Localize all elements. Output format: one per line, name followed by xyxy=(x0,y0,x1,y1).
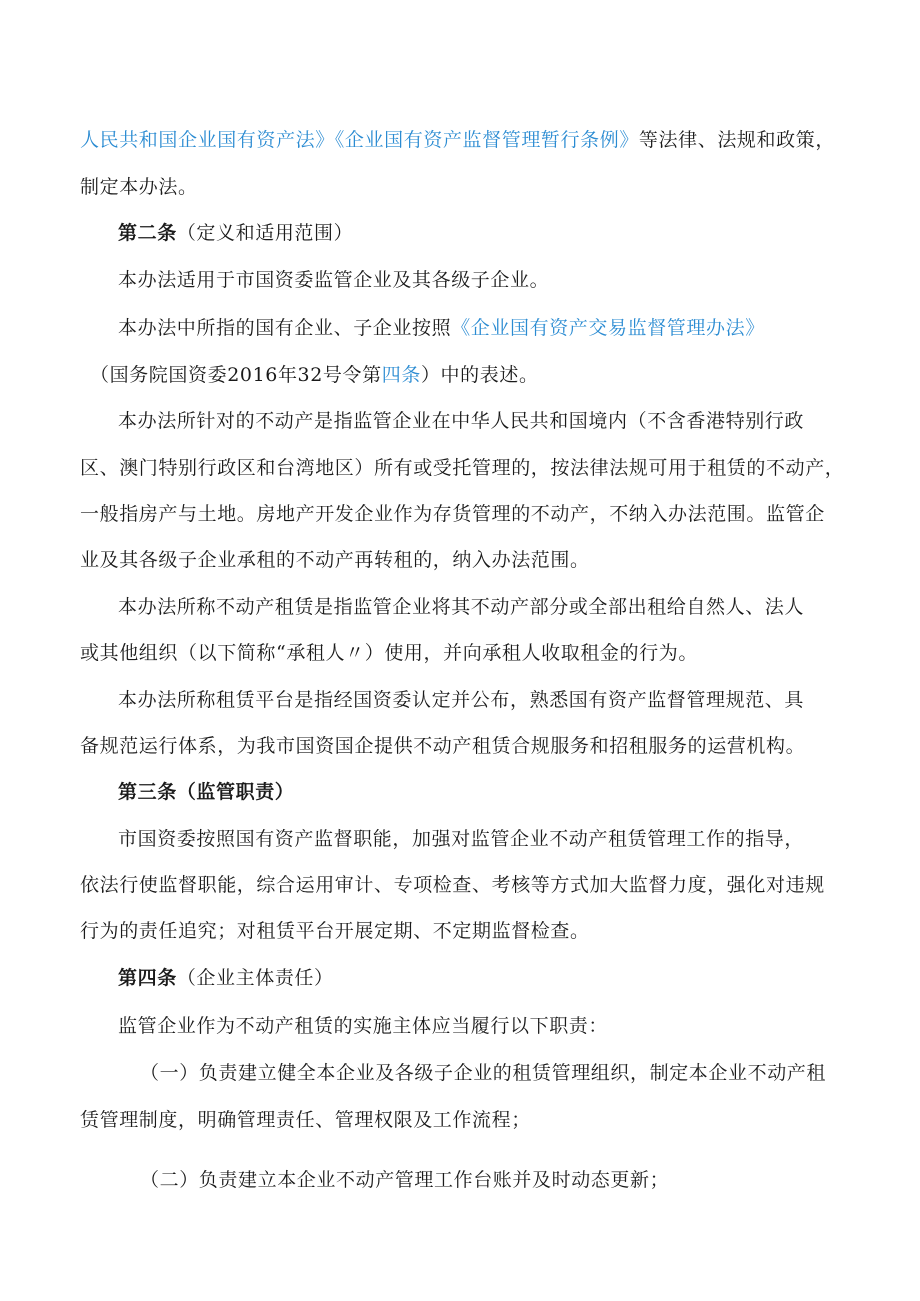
intro-line-1 xyxy=(80,128,840,152)
article2-p6-line-1: 本办法所称租赁平台是指经国资委认定并公布，熟悉国有资产监督管理规范、具 xyxy=(118,689,805,711)
article2-title: （定义和适用范围） xyxy=(176,222,354,244)
article4-item1-line-2: 赁管理制度，明确管理责任、管理权限及工作流程； xyxy=(80,1109,531,1131)
article2-p6-line-2: 备规范运行体系，为我市国资国企提供不动产租赁合规服务和招租服务的运营机构。 xyxy=(80,735,806,757)
article4-item1-line-1: （一）负责建立健全本企业及各级子企业的租赁管理组织，制定本企业不动产租 xyxy=(140,1062,827,1084)
article2-heading xyxy=(118,221,840,245)
article-four-link[interactable]: 四条 xyxy=(381,364,421,386)
article3-p1-line-2: 依法行使监督职能，综合运用审计、专项检查、考核等方式加大监督力度，强化对违规 xyxy=(80,874,825,896)
article2-number: 第二条 xyxy=(118,222,177,244)
intro-line-2: 制定本办法。 xyxy=(80,176,198,198)
article2-p4-line-1: 本办法所针对的不动产是指监管企业在中华人民共和国境内（不含香港特别行政 xyxy=(118,410,805,432)
article4-item2: （二）负责建立本企业不动产管理工作台账并及时动态更新； xyxy=(140,1169,670,1191)
article3-p1-line-3: 行为的责任追究；对租赁平台开展定期、不定期监督检查。 xyxy=(80,920,590,942)
article3-p1-line-1: 市国资委按照国有资产监督职能，加强对监管企业不动产租赁管理工作的指导， xyxy=(118,828,805,850)
article2-paragraph-1: 本办法适用于市国资委监管企业及其各级子企业。 xyxy=(118,269,550,291)
intro-tail-text: 等法律、法规和政策， xyxy=(638,129,835,151)
article2-p4-line-4: 业及其各级子企业承租的不动产再转租的，纳入办法范围。 xyxy=(80,549,590,571)
article2-p3-post: ）中的表述。 xyxy=(420,364,539,386)
article2-p5-line-1: 本办法所称不动产租赁是指监管企业将其不动产部分或全部出租给自然人、法人 xyxy=(118,596,805,618)
law-link-state-assets[interactable]: 人民共和国企业国有资产法》 xyxy=(80,129,335,151)
article4-heading xyxy=(118,966,840,990)
article2-paragraph-3 xyxy=(90,363,850,387)
article2-p2-text: 本办法中所指的国有企业、子企业按照 xyxy=(118,317,452,339)
article4-title: （企业主体责任） xyxy=(176,967,334,989)
article3-heading: 第三条（监管职责） xyxy=(118,781,295,803)
law-link-transaction-measures[interactable]: 《企业国有资产交易监督管理办法》 xyxy=(451,317,765,339)
article2-p3-pre: （国务院国资委2016年32号令第 xyxy=(90,364,382,386)
article2-paragraph-2 xyxy=(118,316,840,340)
article4-number: 第四条 xyxy=(118,967,177,989)
article2-p5-line-2: 或其他组织（以下简称“承租人〃）使用，并向承租人收取租金的行为。 xyxy=(80,642,698,664)
article2-p4-line-2: 区、澳门特别行政区和台湾地区）所有或受托管理的，按法律法规可用于租赁的不动产， xyxy=(80,457,845,479)
article4-paragraph-1: 监管企业作为不动产租赁的实施主体应当履行以下职责： xyxy=(118,1015,609,1037)
article2-p4-line-3: 一般指房产与土地。房地产开发企业作为存货管理的不动产，不纳入办法范围。监管企 xyxy=(80,503,825,525)
law-link-regulations[interactable]: 《企业国有资产监督管理暂行条例》 xyxy=(334,129,639,151)
